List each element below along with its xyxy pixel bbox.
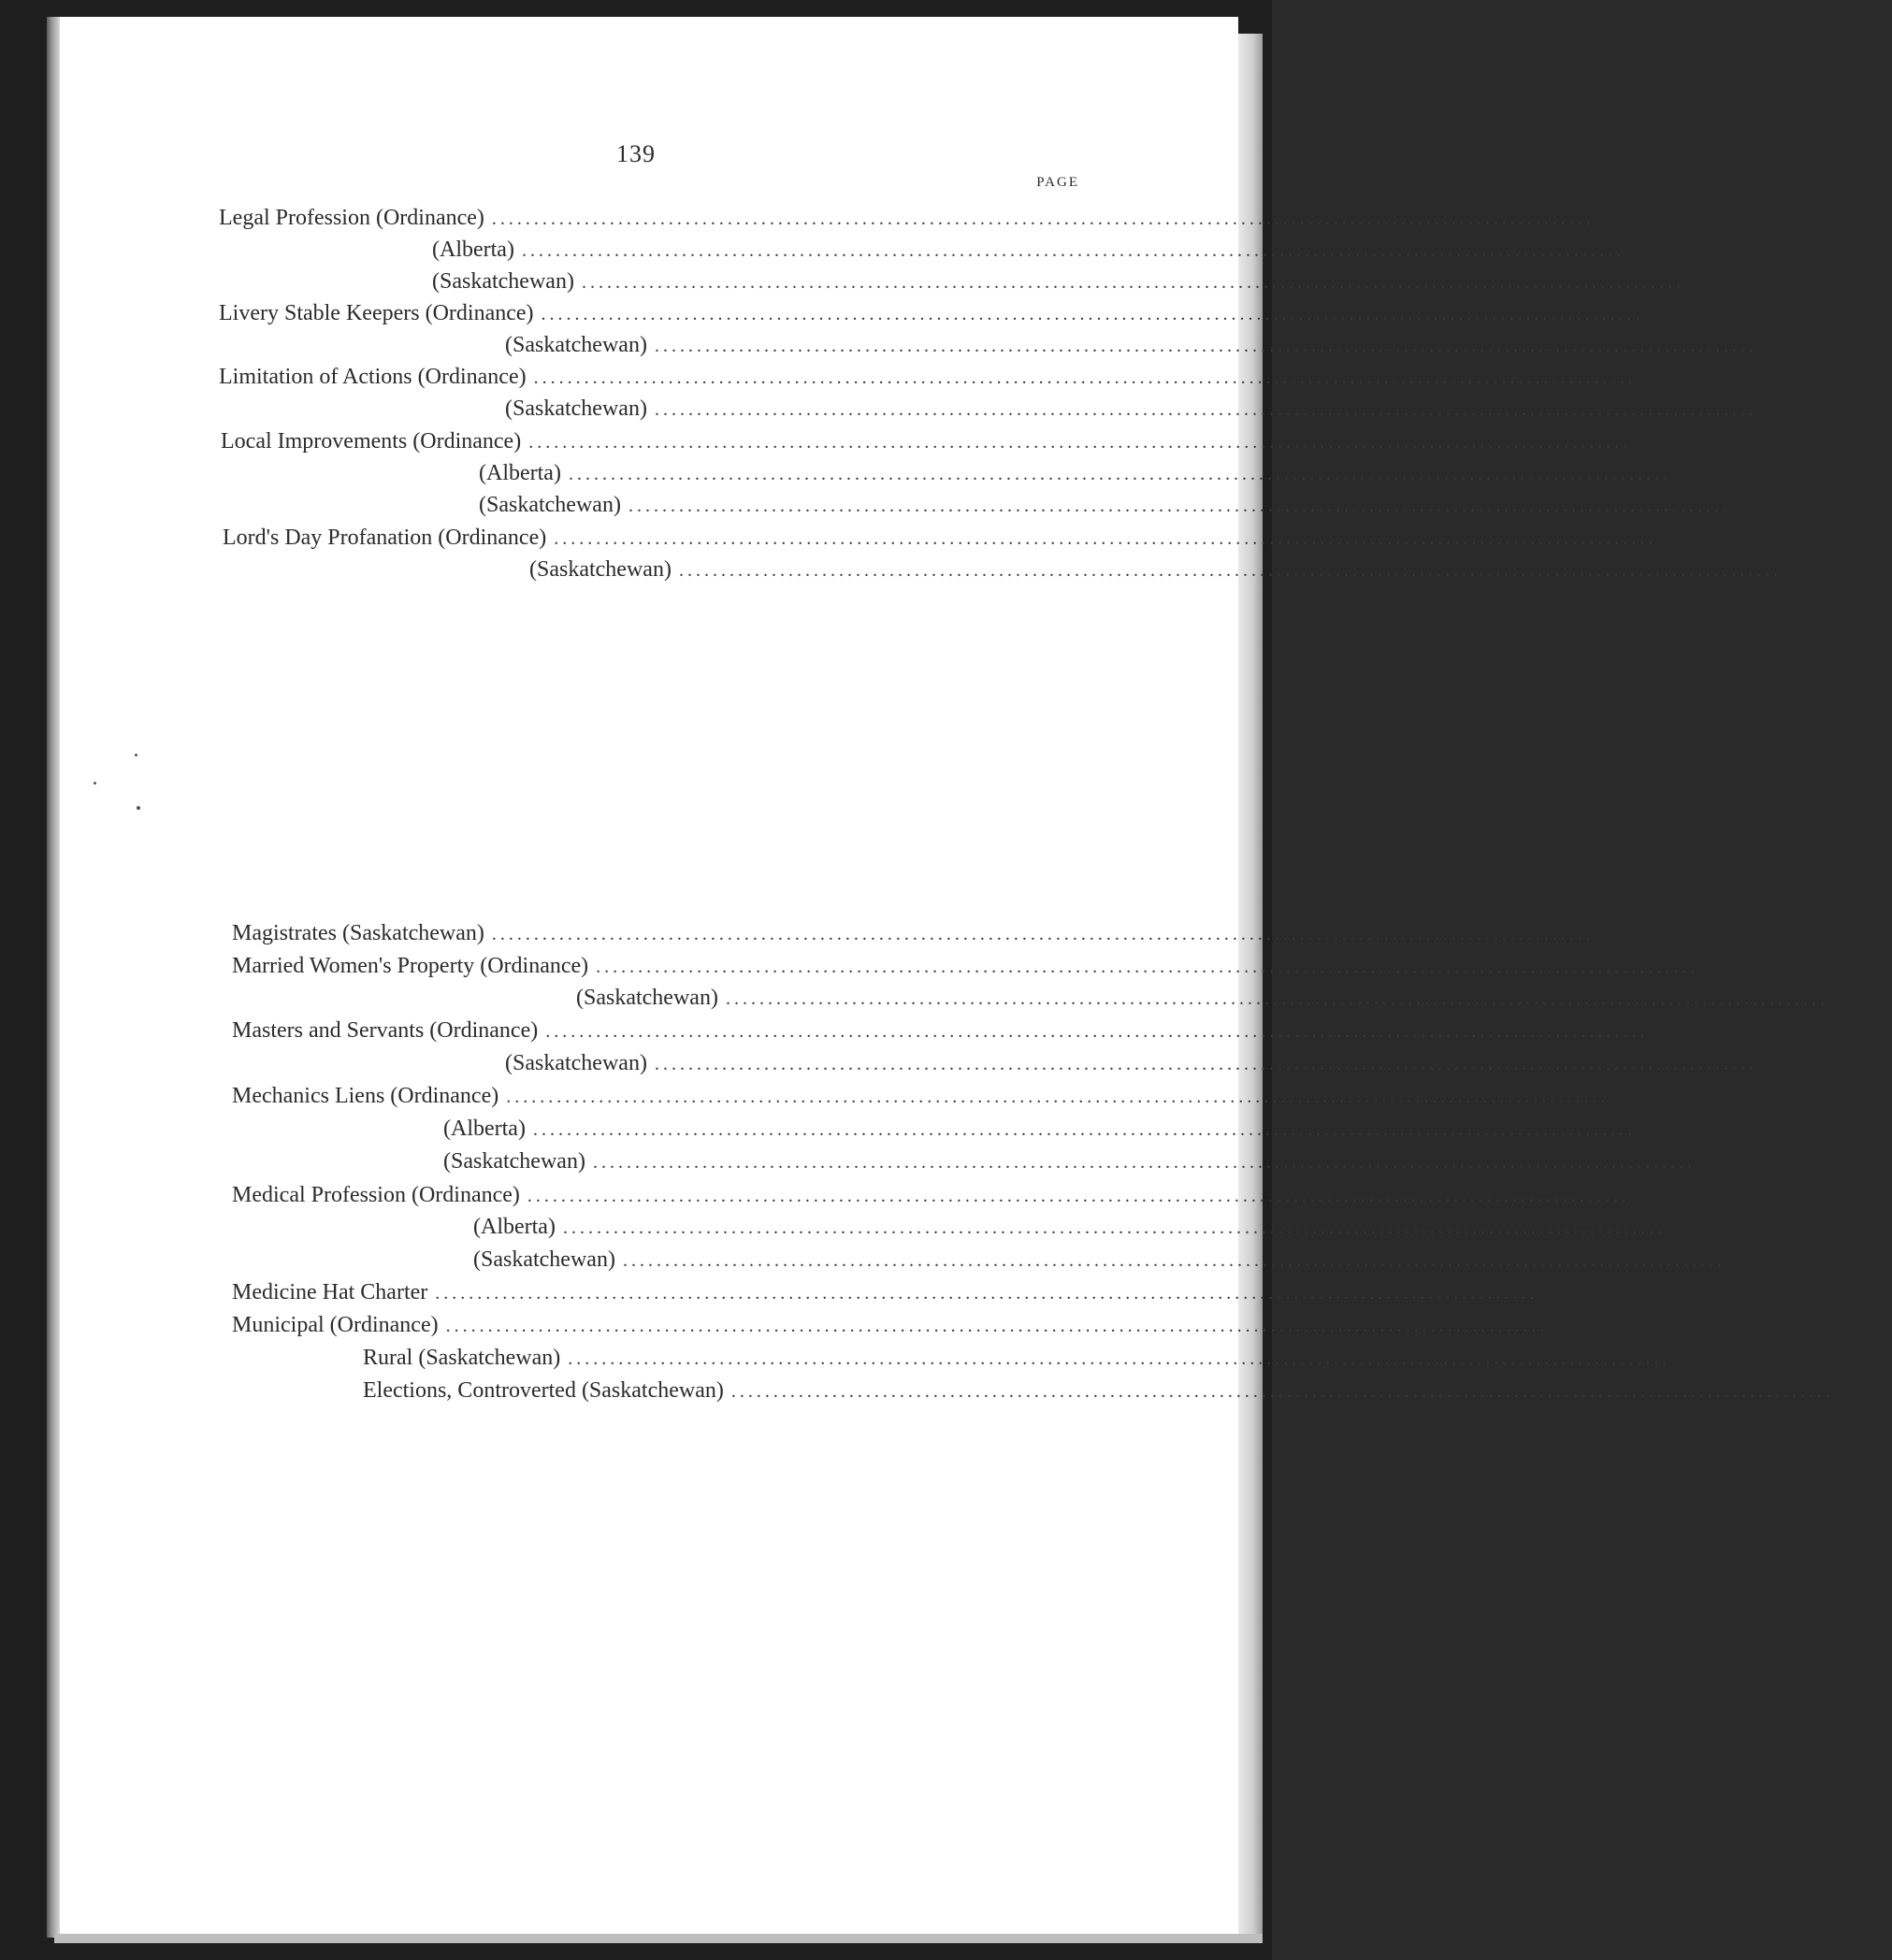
entry-label: Medicine Hat Charter [232, 1280, 428, 1304]
dot-leader: ................................................................................................................................... [554, 528, 1657, 549]
entry-label: Magistrates (Saskatchewan) [232, 921, 484, 945]
index-entry [443, 1113, 1677, 1145]
entry-page-ref: 36 [1555, 1313, 1579, 1337]
entry-page-ref: 35 [1616, 1084, 1639, 1108]
dot-leader: ................................................................................................................................... [568, 464, 1671, 484]
entry-page-ref: 58, 68 [1835, 986, 1892, 1010]
entry-page-ref: 35 [1637, 1183, 1660, 1207]
entry-label: (Alberta) [473, 1215, 556, 1239]
entry-page-ref: 94 [1764, 333, 1787, 357]
index-entry [529, 554, 1812, 585]
entry-label: Rural (Saskatchewan) [363, 1346, 561, 1370]
entry-label: Livery Stable Keepers (Ordinance) [219, 301, 534, 325]
entry-page-ref: 47 [1639, 429, 1662, 454]
entry-label: (Saskatchewan) [432, 269, 574, 294]
entry-page-ref: 48 [1601, 921, 1625, 945]
index-entry [232, 1080, 1639, 1112]
index-entry [432, 234, 1666, 266]
dot-leader: ................................................................................................................................... [654, 1054, 1757, 1074]
entry-label: (Saskatchewan) [529, 557, 672, 582]
entry-page-ref: 130 [1678, 461, 1712, 485]
index-entry [473, 1244, 1789, 1275]
entry-label: Elections, Controverted (Saskatchewan) [363, 1378, 724, 1403]
entry-label: Legal Profession (Ordinance) [219, 206, 484, 230]
binding-edge [47, 17, 60, 1938]
entry-page-ref: 41 [1664, 526, 1687, 550]
entry-page-ref: 102 [1764, 1051, 1798, 1075]
entry-label: Municipal (Ordinance) [232, 1313, 439, 1337]
entry-page-ref: 75 [1788, 557, 1812, 582]
entry-label: (Saskatchewan) [505, 396, 647, 421]
entry-page-ref: 34 [1706, 954, 1729, 978]
entry-label: Local Improvements (Ordinance) [221, 429, 522, 454]
index-entry [232, 950, 1729, 982]
entry-label: (Saskatchewan) [443, 1149, 585, 1174]
entry-label: Medical Profession (Ordinance) [232, 1183, 520, 1207]
page-column-heading: PAGE [1036, 175, 1079, 190]
dot-leader: ................................................................................................................................... [541, 304, 1644, 324]
dot-leader: ................................................................................................................................... [592, 1152, 1696, 1173]
entry-page-ref: 82, 84 [1678, 1346, 1735, 1370]
index-entry [505, 393, 1787, 425]
dot-leader: ................................................................................................................................... [532, 1119, 1636, 1140]
index-entry [221, 425, 1662, 457]
entry-page-ref: 122 [1642, 1117, 1677, 1141]
entry-label: (Saskatchewan) [576, 986, 718, 1010]
entry-label: (Saskatchewan) [479, 493, 621, 517]
dot-leader: ................................................................................................................................... [730, 1381, 1834, 1402]
dot-leader: ................................................................................................................................... [654, 336, 1757, 356]
entry-label: (Saskatchewan) [505, 1051, 647, 1075]
index-entry [219, 361, 1667, 393]
dot-leader: ................................................................................................................................... [581, 272, 1684, 293]
entry-label: Married Women's Property (Ordinance) [232, 954, 589, 978]
index-entry [232, 1309, 1579, 1341]
entry-page-ref: 127 [1672, 1215, 1707, 1239]
entry-page-ref: 131 [1631, 238, 1666, 262]
entry-page-ref: 48 [1655, 1018, 1679, 1043]
page-bottom-edge [54, 1934, 1263, 1943]
index-entry [232, 1015, 1679, 1046]
entry-label: (Saskatchewan) [473, 1247, 615, 1272]
entry-page-ref: 54, 89 [1732, 1247, 1789, 1272]
dot-leader: ................................................................................................................................... [562, 1218, 1666, 1238]
entry-label: (Saskatchewan) [505, 333, 647, 357]
entry-page-ref: 35 [1651, 301, 1674, 325]
index-entry [232, 917, 1625, 949]
dot-leader: ................................................................................................................................... [628, 496, 1731, 516]
dot-leader: ................................................................................................................................... [654, 399, 1757, 420]
entry-label: (Alberta) [479, 461, 561, 485]
entry-page-ref: 127 [1545, 1280, 1580, 1304]
entry-page-ref: 58, 88 [1691, 269, 1748, 294]
dot-leader: ................................................................................................................................... [521, 240, 1625, 261]
entry-label: (Alberta) [432, 238, 514, 262]
entry-label: Lord's Day Profanation (Ordinance) [223, 526, 547, 550]
entry-label: Mechanics Liens (Ordinance) [232, 1084, 499, 1108]
index-entry [232, 1179, 1660, 1211]
index-entry [479, 457, 1712, 489]
index-entry [443, 1146, 1770, 1177]
dot-leader: ................................................................................................................................... [527, 1186, 1630, 1206]
dot-leader: ................................................................................................................................... [596, 957, 1699, 977]
entry-page-ref: 54, 82 [1738, 493, 1795, 517]
index-entry [576, 982, 1892, 1014]
index-entry [232, 1276, 1580, 1308]
margin-speck [137, 806, 140, 810]
dot-leader: ................................................................................................................................... [491, 209, 1595, 229]
index-entry [473, 1211, 1707, 1243]
entry-page-ref: 70 [1764, 396, 1787, 421]
entry-page-ref: 86 [1841, 1378, 1864, 1403]
margin-speck [135, 754, 137, 757]
entry-page-ref: 27 [1643, 365, 1667, 389]
index-entry [223, 522, 1687, 554]
dot-leader: ................................................................................................................................... [506, 1087, 1610, 1107]
index-entry [219, 202, 1625, 234]
index-entry [432, 266, 1748, 297]
index-entry [505, 1047, 1798, 1079]
index-entry [219, 297, 1674, 329]
entry-label: Masters and Servants (Ordinance) [232, 1018, 539, 1043]
dot-leader: ................................................................................................................................... [435, 1283, 1538, 1304]
dot-leader: ................................................................................................................................... [445, 1316, 1549, 1336]
dot-leader: ................................................................................................................................... [545, 1021, 1649, 1042]
index-entry [505, 329, 1787, 361]
entry-label: (Alberta) [443, 1117, 526, 1141]
entry-label: Limitation of Actions (Ordinance) [219, 365, 527, 389]
entry-page-ref: 35 [1601, 206, 1625, 230]
dot-leader: ................................................................................................................................... [725, 988, 1828, 1009]
dot-leader: ................................................................................................................................... [568, 1348, 1671, 1369]
margin-speck [94, 782, 96, 785]
dot-leader: ................................................................................................................................... [528, 432, 1632, 453]
entry-page-ref: 59, 102 [1702, 1149, 1770, 1174]
index-entry [363, 1375, 1864, 1406]
index-entry [363, 1342, 1735, 1374]
index-entry [479, 489, 1795, 521]
dot-leader: ................................................................................................................................... [491, 924, 1595, 944]
dot-leader: ................................................................................................................................... [678, 560, 1782, 581]
dot-leader: ................................................................................................................................... [533, 368, 1637, 388]
dot-leader: ................................................................................................................................... [622, 1250, 1726, 1271]
page-number: 139 [616, 140, 656, 167]
